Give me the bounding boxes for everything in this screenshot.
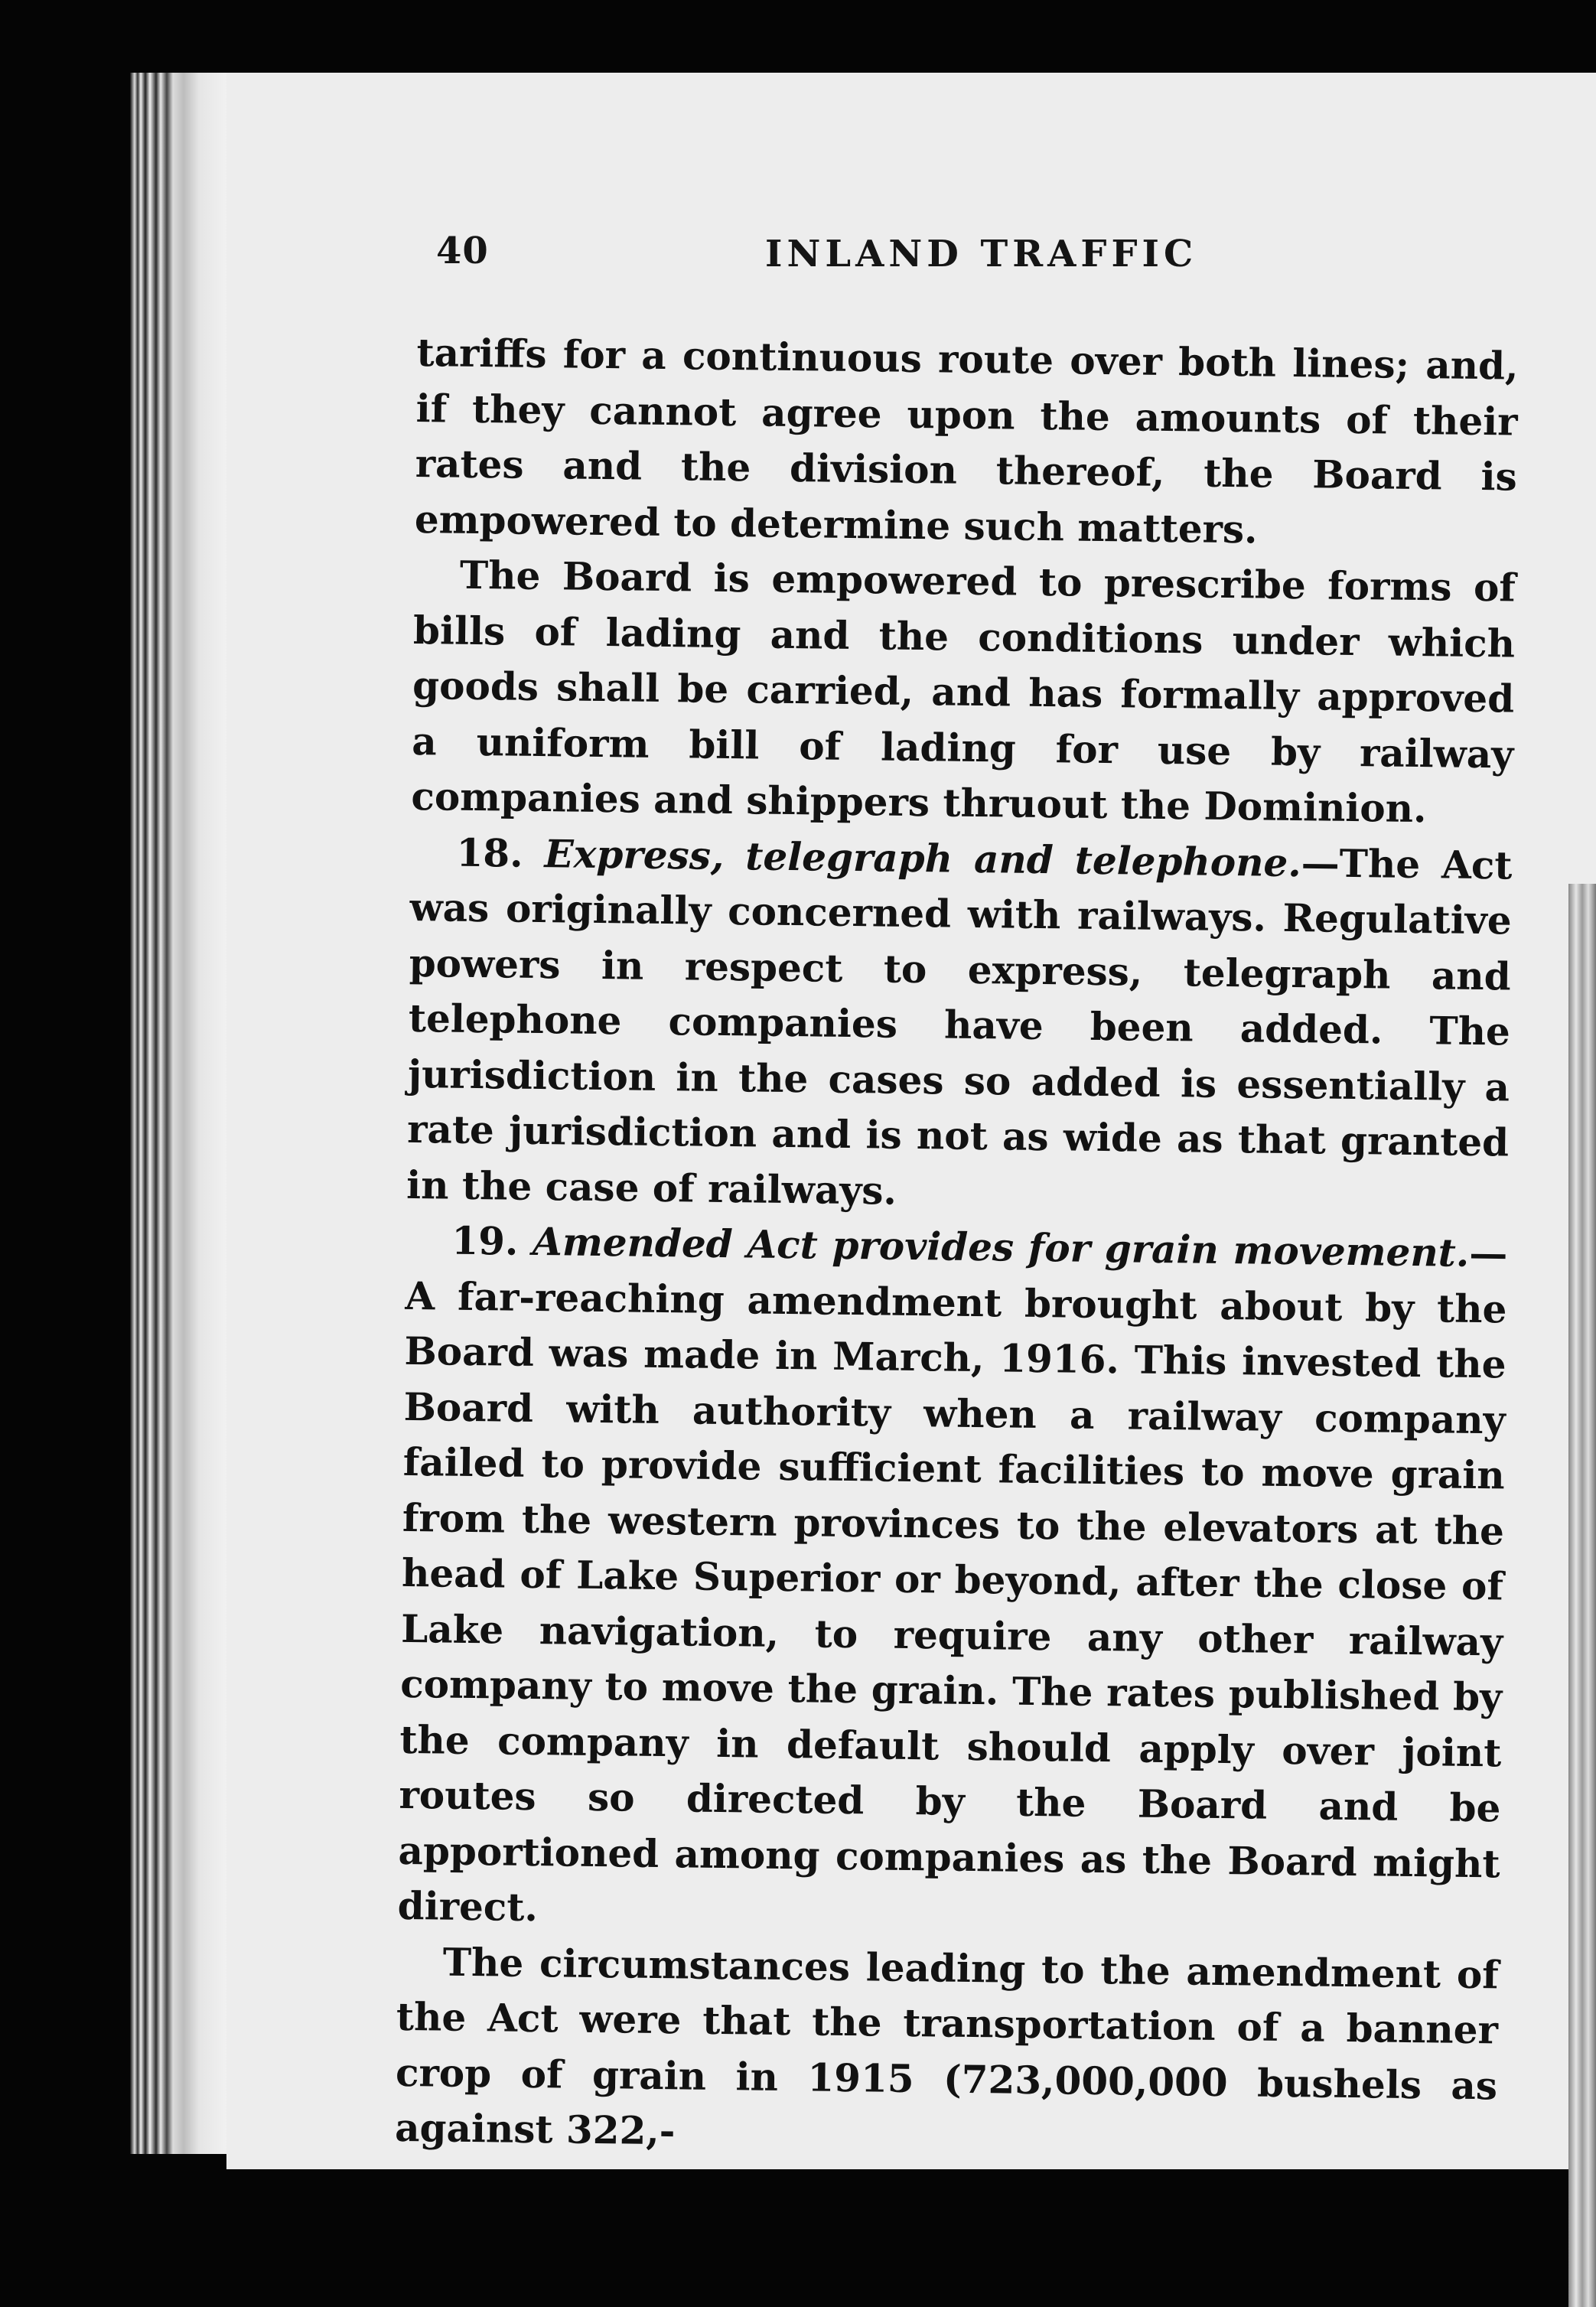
section-number: 18. (456, 829, 523, 876)
paragraph-text: —A far-reaching amendment brought about by the Board was made in March, 1916. This invested the Board with authority when a railway company failed to provide sufficient facilities to move grain from the western provinces to the elevators at the head of Lake Superior or beyond, after the close of Lake navigation, to require any other railway company to move the grain. The rates published by the company in default should apply over joint routes so directed by the Board and be apportioned among companies as the Board might direct. (397, 1230, 1508, 1931)
page-fore-edge (1568, 884, 1596, 2307)
section-heading: Amended Act provides for grain movement. (532, 1218, 1470, 1276)
page-number: 40 (436, 230, 489, 272)
section-paragraph (397, 1213, 1507, 1947)
paragraph-text: The circumstances leading to the amendment of the Act were that the transportation of a banner crop of grain in 1915 (723,000,000 bushels as against 322,- (394, 1939, 1500, 2154)
section-number: 19. (451, 1217, 519, 1264)
paragraph-text: —The Act was originally concerned with railways. Regulative powers in respect to express, telegraph and telephone companies have been added. The jurisdiction in the cases so added is essentially a rate jurisdiction and is not as wide as that granted in the case of railways. (406, 839, 1513, 1214)
paragraph-text: tariffs for a continuous route over both lines; and, if they cannot agree upon the amounts of their rates and the division thereof, the Board is empowered to determine such matters. (414, 329, 1519, 552)
running-header (436, 230, 1492, 291)
section-heading: Express, telegraph and telephone. (544, 830, 1302, 885)
paragraph (411, 547, 1516, 838)
section-paragraph (406, 824, 1513, 1226)
page-body (395, 325, 1519, 2169)
book-spine-edge (130, 73, 230, 2154)
paragraph (395, 1934, 1499, 2169)
paragraph (414, 325, 1518, 561)
paragraph-text: The Board is empowered to prescribe forms of bills of lading and the conditions under which goods shall be carried, and has formally approved a uniform bill of lading for use by railway companies and shippers thruout the Dominion. (411, 552, 1516, 832)
running-title: INLAND TRAFFIC (765, 233, 1198, 275)
